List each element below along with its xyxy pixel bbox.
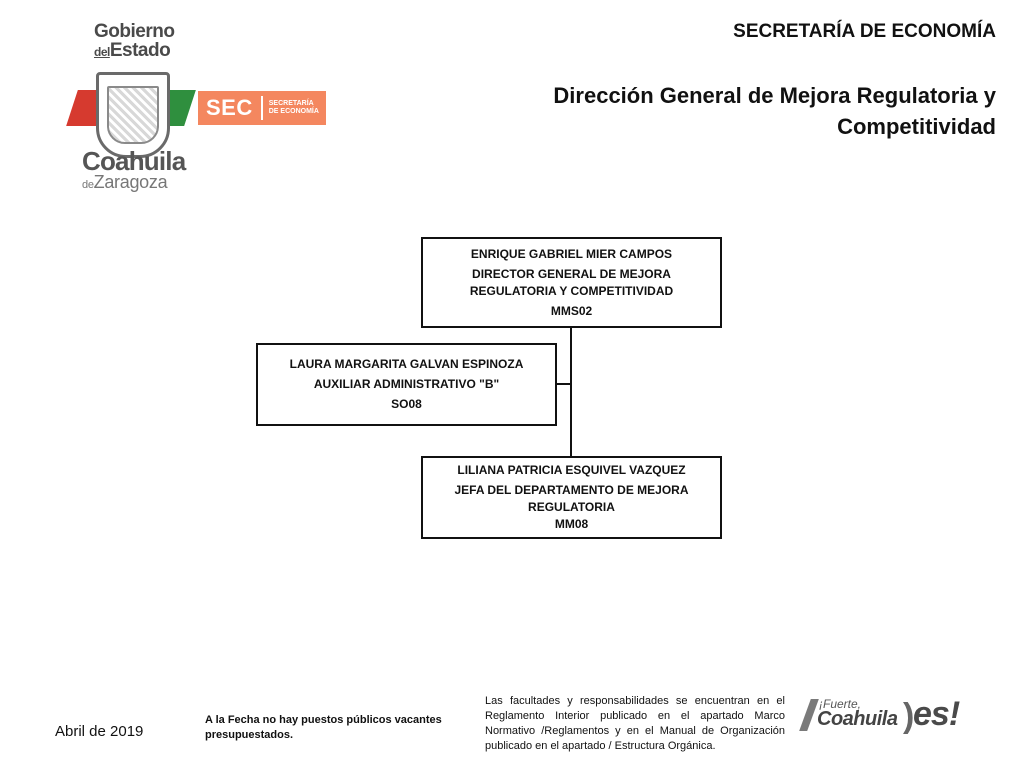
- sec-logo-subtitle-line1: SECRETARÍA: [268, 100, 314, 107]
- gobierno-coahuila-sec-logo: [60, 20, 350, 195]
- org-box-department-head: [421, 456, 722, 539]
- logo-gobierno-word: Gobierno: [94, 21, 175, 42]
- sec-logo-subtitle-line2: DE ECONOMÍA: [268, 108, 319, 115]
- org-vertical-connector: [570, 328, 572, 456]
- director-grade: MMS02: [550, 303, 593, 318]
- logo-zaragoza-word: Zaragoza: [93, 172, 168, 192]
- assistant-title: AUXILIAR ADMINISTRATIVO "B": [313, 377, 500, 391]
- slogan-paren: ): [903, 697, 915, 735]
- footer-date: Abril de 2019: [55, 723, 144, 740]
- direccion-title: Dirección General de Mejora Regulatoria y Competitividad: [553, 83, 996, 139]
- department-head-grade: MM08: [554, 517, 589, 531]
- secretaria-title: SECRETARÍA DE ECONOMÍA: [733, 21, 996, 42]
- footer-legal-text: Las facultades y responsabilidades se encuentran en el Reglamento Interior publicado en el apartado Marco Normativo /Reglamentos y en el Manual de Organización publicado en el apartado / Estructura Orgánica.: [485, 695, 785, 752]
- sec-logo-text: SEC: [206, 95, 253, 120]
- logo-coahuila-word: Coahuila: [82, 146, 186, 176]
- org-box-assistant: [256, 343, 557, 426]
- slogan-fuerte: ¡Fuerte,: [819, 697, 862, 711]
- org-assistant-connector: [557, 383, 571, 385]
- department-head-title: JEFA DEL DEPARTAMENTO DE MEJORA REGULATORIA: [454, 483, 689, 514]
- logo-del-estado-line: [94, 41, 174, 62]
- footer-vacancies-note: A la Fecha no hay puestos públicos vacantes presupuestados.: [205, 714, 442, 741]
- slogan-es: es!: [913, 695, 960, 733]
- org-box-director: [421, 237, 722, 328]
- sec-logo-subtitle: [269, 100, 319, 116]
- slogan-slash-icon: [799, 699, 819, 731]
- director-name: ENRIQUE GABRIEL MIER CAMPOS: [470, 246, 673, 261]
- logo-estado-word: Estado: [109, 40, 171, 61]
- slogan-coahuila: Coahuila: [817, 708, 898, 730]
- coat-of-arms-inner-icon: [107, 86, 159, 144]
- logo-de-word: de: [82, 179, 94, 191]
- logo-del-word: del: [94, 45, 110, 59]
- department-head-name: LILIANA PATRICIA ESQUIVEL VAZQUEZ: [457, 463, 686, 477]
- gobierno-del-estado-logo-text: [94, 22, 174, 62]
- fuerte-coahuila-es-logo: [805, 695, 985, 740]
- assistant-grade: SO08: [391, 397, 422, 411]
- sec-logo-separator: [261, 96, 263, 120]
- assistant-name: LAURA MARGARITA GALVAN ESPINOZA: [289, 357, 524, 371]
- sec-logo: [198, 91, 326, 125]
- director-title: DIRECTOR GENERAL DE MEJORA REGULATORIA Y COMPETITIVIDAD: [469, 266, 674, 298]
- logo-zaragoza-line: [82, 172, 167, 193]
